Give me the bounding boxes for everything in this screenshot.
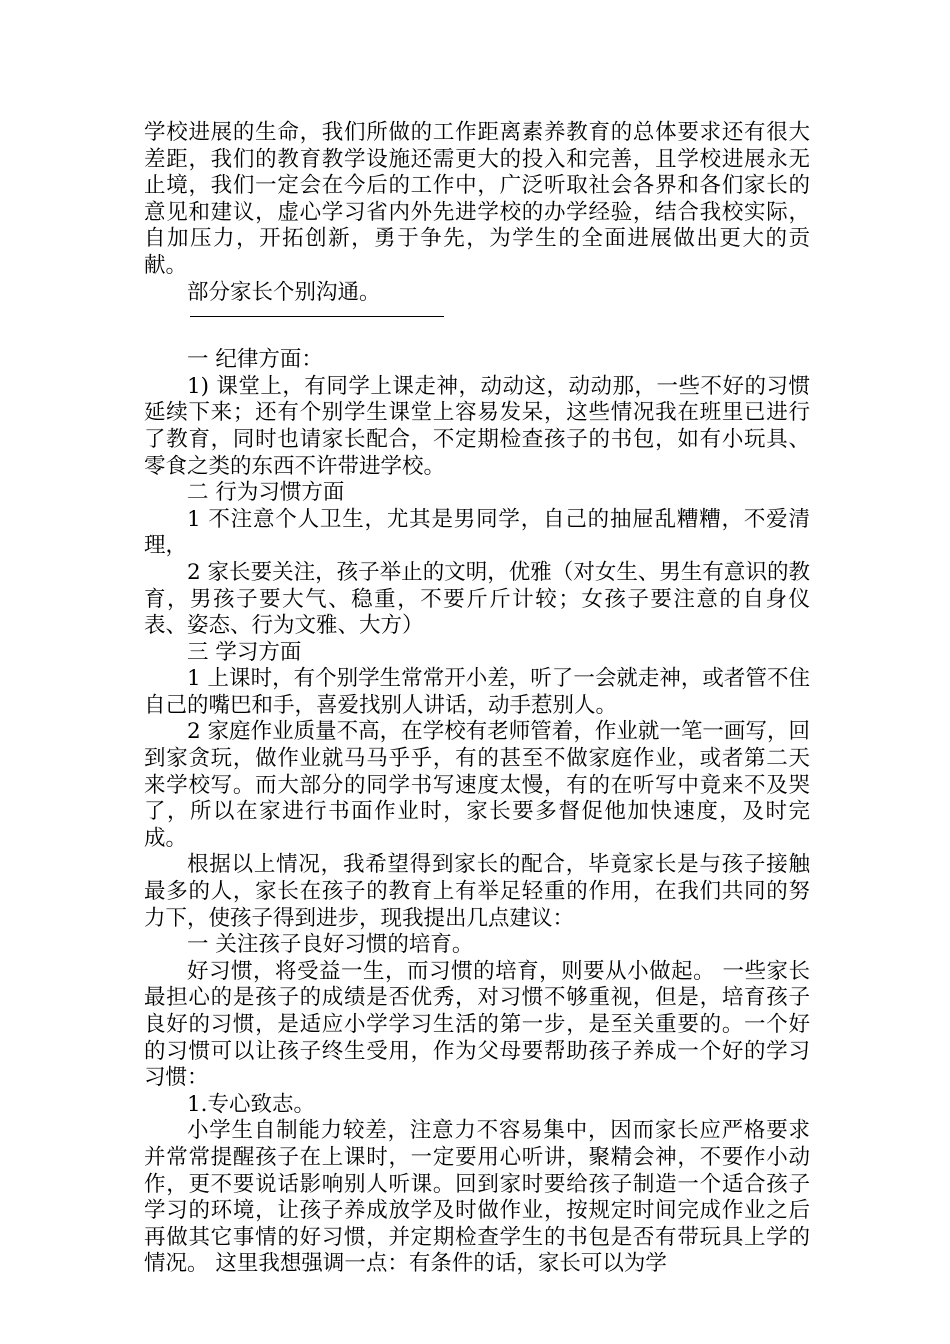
spacer [144, 317, 810, 347]
body-text-top [144, 120, 810, 306]
paragraph: 小学生自制能力较差，注意力不容易集中，因而家长应严格要求并常常提醒孩子在上课时，一定要用心听讲，聚精会神，不要作小动作，更不要说话影响别人听课。回到家时要给孩子制造一个适合孩子学习的环境，让孩子养成放学及时做作业，按规定时间完成作业之后再做其它事情的好习惯，并定期检查学生的书包是否有带玩具上学的情况。 这里我想强调一点：有条件的话，家长可以为学 [144, 1118, 810, 1277]
document-page [144, 120, 810, 1278]
section-heading: 三 学习方面 [187, 639, 302, 665]
section-heading: 一 纪律方面： [187, 347, 323, 373]
subheading: 1.专心致志。 [187, 1091, 316, 1117]
paragraph: 2 家庭作业质量不高，在学校有老师管着，作业就一笔一画写，回到家贪玩，做作业就马马乎乎，有的甚至不做家庭作业，或者第二天来学校写。而大部分的同学书写速度太慢，有的在听写中竟来不及哭了，所以在家进行书面作业时，家长要多督促他加快速度，及时完成。 [144, 719, 810, 851]
paragraph: 1 上课时，有个别学生常常开小差，听了一会就走神，或者管不住自己的嘴巴和手，喜爱找别人讲话，动手惹别人。 [144, 666, 810, 718]
paragraph: 学校进展的生命，我们所做的工作距离素养教育的总体要求还有很大差距，我们的教育教学设施还需更大的投入和完善，且学校进展永无止境，我们一定会在今后的工作中，广泛听取社会各界和各们家长的意见和建议，虚心学习省内外先进学校的办学经验，结合我校实际，自加压力，开拓创新，勇于争先，为学生的全面进展做出更大的贡献。 [144, 120, 810, 278]
section-heading: 一 关注孩子良好习惯的培育。 [187, 932, 474, 958]
body-text-bottom [144, 347, 810, 1278]
paragraph: 根据以上情况，我希望得到家长的配合，毕竟家长是与孩子接触最多的人，家长在孩子的教育上有举足轻重的作用，在我们共同的努力下，使孩子得到进步，现我提出几点建议： [144, 852, 810, 931]
paragraph: 部分家长个别沟通。 [187, 279, 381, 305]
paragraph: 好习惯，将受益一生，而习惯的培育，则要从小做起。 一些家长最担心的是孩子的成绩是否优秀，对习惯不够重视，但是，培育孩子良好的习惯，是适应小学学习生活的第一步，是至关重要的。一个好的习惯可以让孩子终生受用，作为父母要帮助孩子养成一个好的学习习惯： [144, 958, 810, 1091]
paragraph: 2 家长要关注，孩子举止的文明，优雅（对女生、男生有意识的教育，男孩子要大气、稳重，不要斤斤计较；女孩子要注意的自身仪表、姿态、行为文雅、大方） [144, 559, 810, 639]
section-heading: 二 行为习惯方面 [187, 480, 345, 506]
paragraph: 1 不注意个人卫生，尤其是男同学，自己的抽屉乱糟糟，不爱清理， [144, 506, 810, 559]
paragraph: 1) 课堂上，有同学上课走神，动动这，动动那，一些不好的习惯延续下来；还有个别学生课堂上容易发呆，这些情况我在班里已进行了教育，同时也请家长配合，不定期检查孩子的书包，如有小玩具、零食之类的东西不许带进学校。 [144, 373, 810, 479]
